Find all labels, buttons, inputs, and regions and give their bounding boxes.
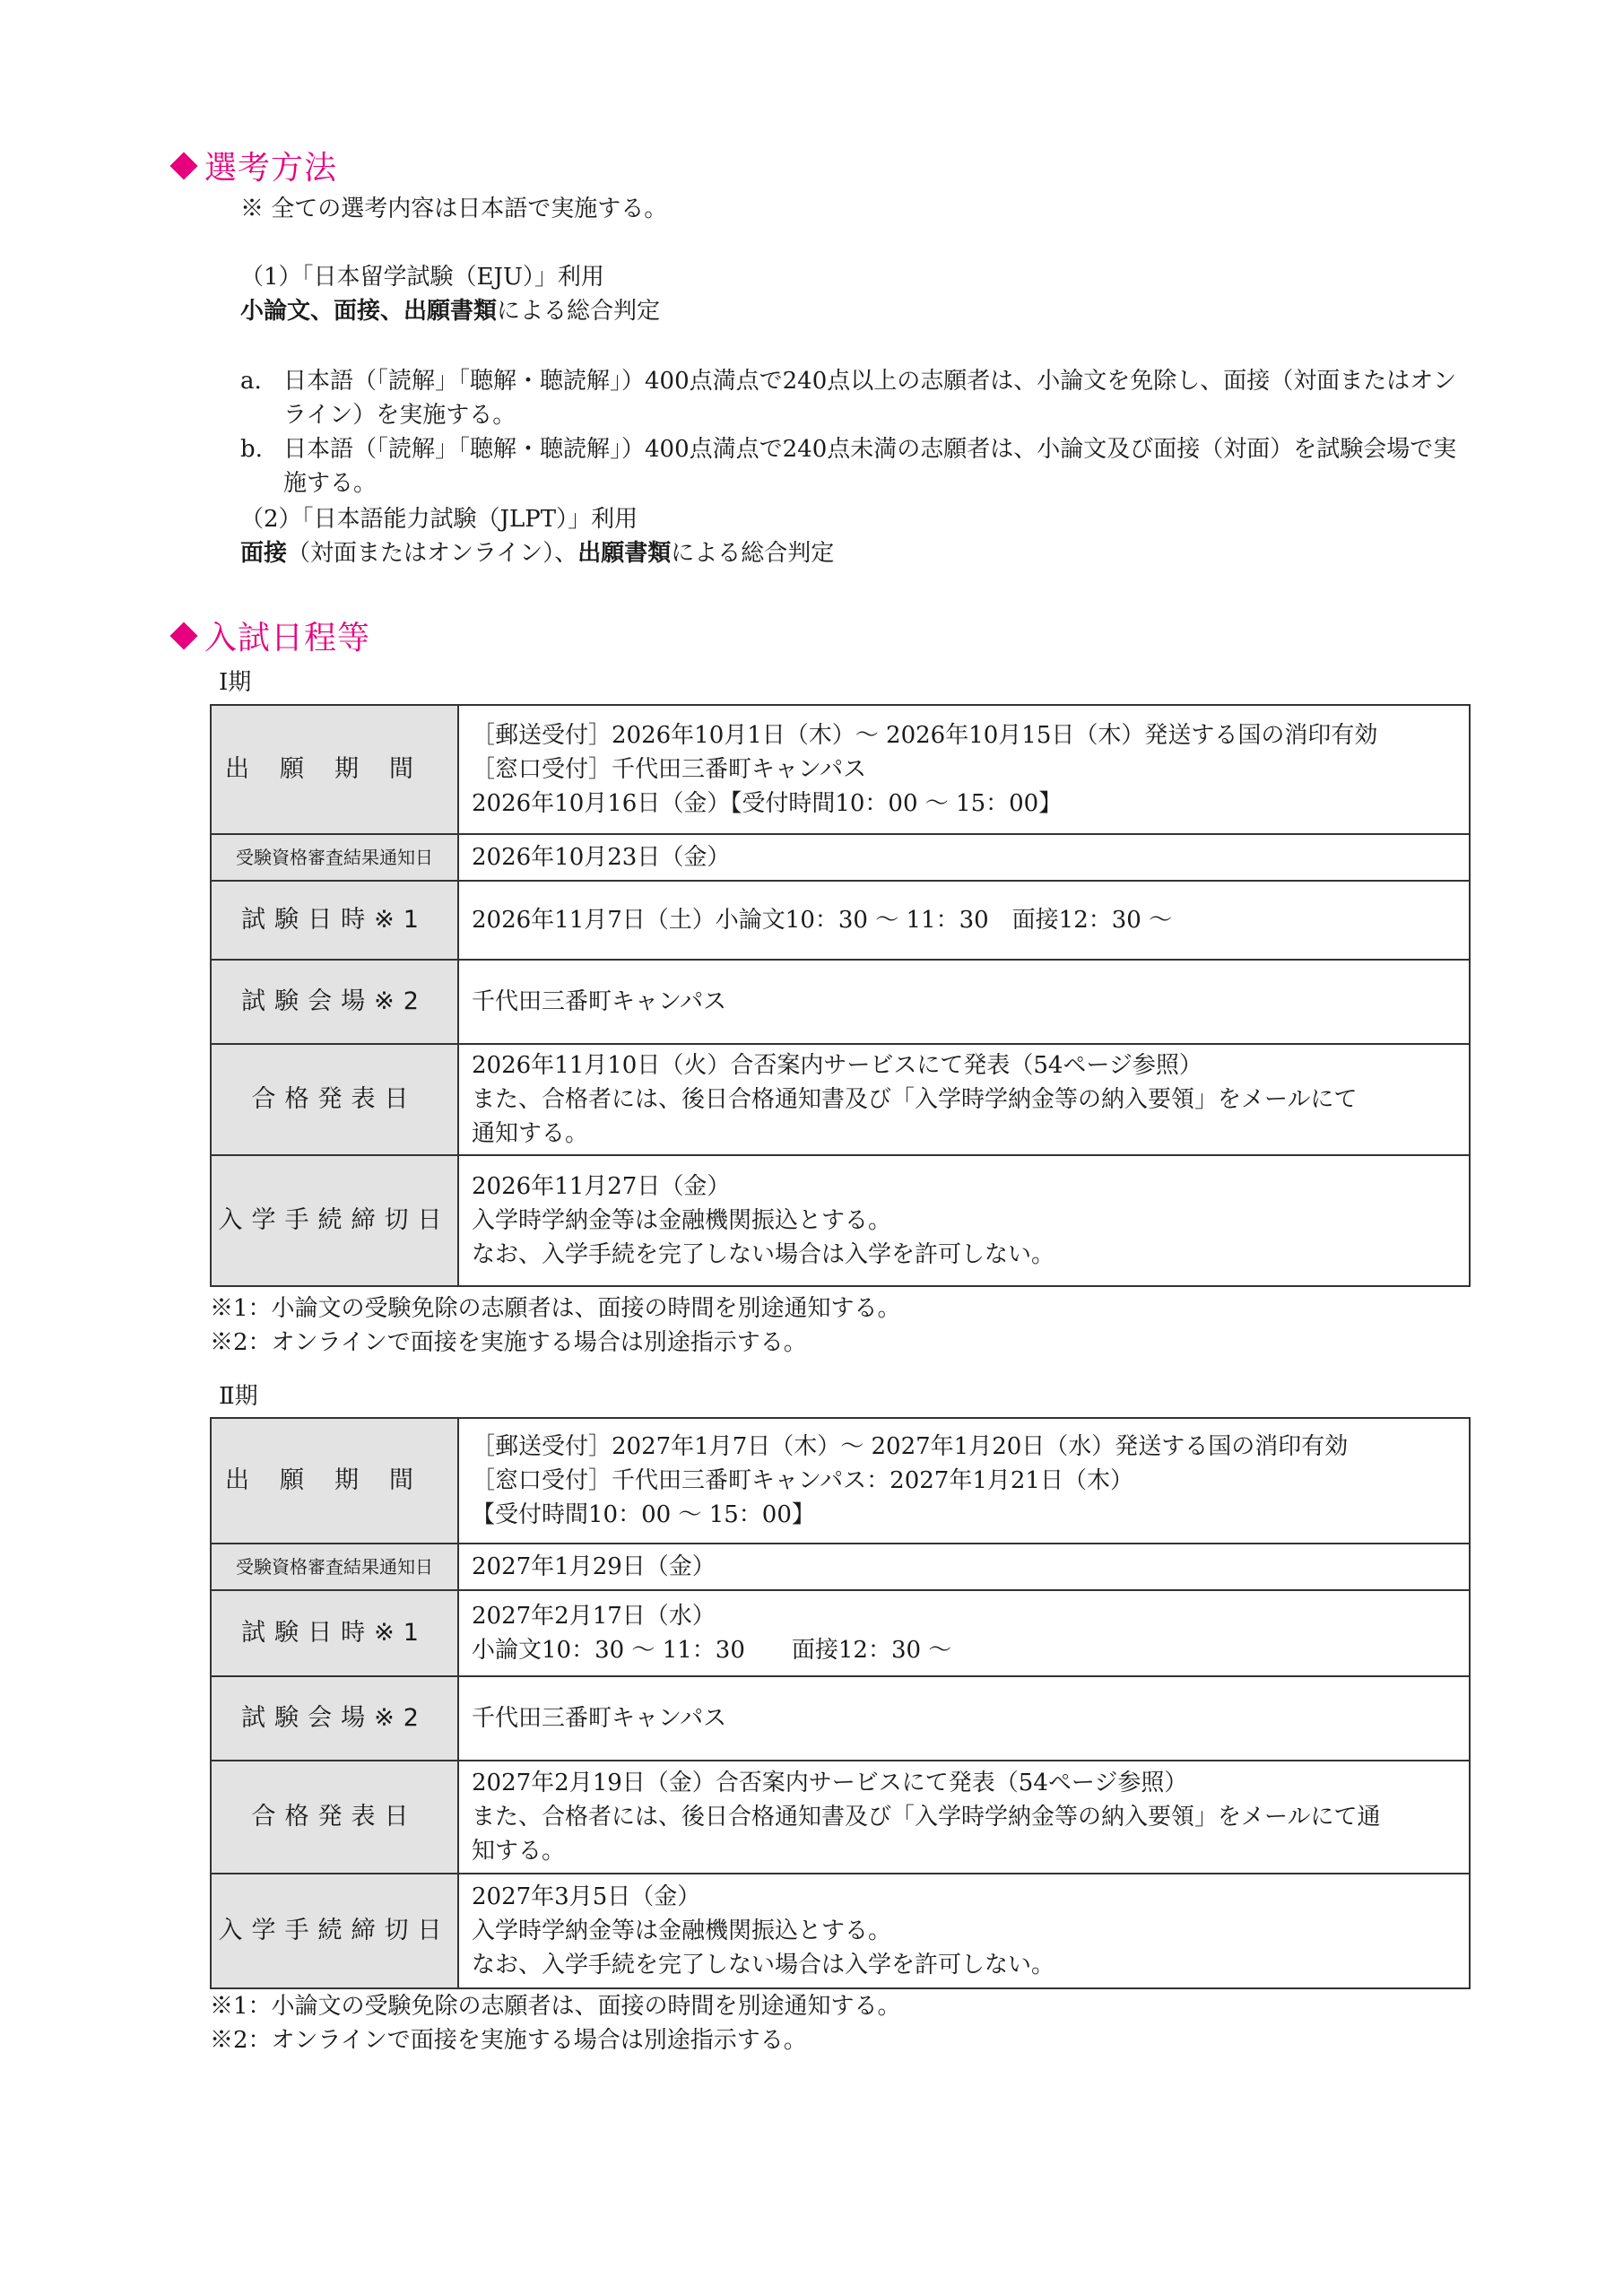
row-value: 2027年2月17日（水） 小論文10：30 ～ 11：30 面接12：30 ～ [458,1590,1470,1676]
period-2-table [210,1417,1471,1989]
selection-note: ※ 全ての選考内容は日本語で実施する。 [240,196,668,222]
period-1-note-1: ※1：小論文の受験免除の志願者は、面接の時間を別途通知する。 [210,1295,901,1322]
item-mark: b. [240,436,263,463]
eju-item-a [240,364,1471,432]
item-text: 日本語（「読解」「聴解・聴読解」）400点満点で240点以上の志願者は、小論文を免除し、面接（対面またはオンライン）を実施する。 [283,368,1457,429]
table-row [211,1590,1470,1676]
row-value: 2026年11月10日（火）合否案内サービスにて発表（54ページ参照） また、合格者には、後日合格通知書及び「入学時学納金等の納入要領」をメールにて 通知する。 [458,1044,1470,1155]
table-row [211,1418,1470,1544]
row-label: 試験日時※1 [211,1590,458,1676]
item-mark: a. [240,368,262,395]
row-label: 出願期間 [211,1418,458,1544]
period-1-table [210,704,1471,1287]
row-value: 2026年11月7日（土）小論文10：30 ～ 11：30 面接12：30 ～ [458,881,1470,960]
period-2-label: Ⅱ期 [219,1383,258,1410]
row-value: 2027年2月19日（金）合否案内サービスにて発表（54ページ参照） また、合格者には、後日合格通知書及び「入学時学納金等の納入要領」をメールにて通 知する。 [458,1761,1470,1874]
jlpt-rest: による総合判定 [671,540,835,567]
jlpt-bold-1: 面接 [240,540,288,567]
period-2-note-2: ※2：オンラインで面接を実施する場合は別途指示する。 [210,2027,807,2054]
table-row [211,1544,1470,1590]
jlpt-title: （2）「日本語能力試験（JLPT）」利用 [240,506,638,533]
row-label: 入学手続締切日 [211,1155,458,1286]
row-label: 合格発表日 [211,1761,458,1874]
row-value: 2027年3月5日（金） 入学時学納金等は金融機関振込とする。 なお、入学手続を完了しない場合は入学を許可しない。 [458,1874,1470,1988]
diamond-bullet-icon [169,152,197,179]
row-value: 2027年1月29日（金） [458,1544,1470,1590]
row-label: 入学手続締切日 [211,1874,458,1988]
row-label: 試験会場※2 [211,1676,458,1761]
table-row [211,1155,1470,1286]
selection-heading: 選考方法 [170,149,337,188]
schedule-heading: 入試日程等 [170,619,370,658]
table-row [211,1676,1470,1761]
table-row [211,1044,1470,1155]
row-value: 2026年11月27日（金） 入学時学納金等は金融機関振込とする。 なお、入学手続を完了しない場合は入学を許可しない。 [458,1155,1470,1286]
period-1-label: Ⅰ期 [219,669,252,696]
table-row [211,960,1470,1044]
table-row [211,705,1470,834]
row-value: ［郵送受付］2027年1月7日（木）～ 2027年1月20日（水）発送する国の消印有効 ［窓口受付］千代田三番町キャンパス：2027年1月21日（木） 【受付時間10：00 ～ 15：00】 [458,1418,1470,1544]
row-label: 合格発表日 [211,1044,458,1155]
jlpt-method [240,536,834,570]
row-label: 試験日時※1 [211,881,458,960]
diamond-bullet-icon [169,622,197,649]
eju-method-bold: 小論文、面接、出願書類 [240,298,498,325]
period-2-note-1: ※1：小論文の受験免除の志願者は、面接の時間を別途通知する。 [210,1993,901,2020]
table-row [211,1874,1470,1988]
jlpt-bold-2: 出願書類 [577,540,672,567]
table-row [211,1761,1470,1874]
row-label: 試験会場※2 [211,960,458,1044]
row-label: 受験資格審査結果通知日 [211,1544,458,1590]
row-label: 出願期間 [211,705,458,834]
eju-method-rest: による総合判定 [497,298,661,325]
table-row [211,881,1470,960]
item-text: 日本語（「読解」「聴解・聴読解」）400点満点で240点未満の志願者は、小論文及び面接（対面）を試験会場で実施する。 [283,436,1457,497]
eju-method [240,294,660,328]
row-value: 2026年10月23日（金） [458,834,1470,881]
table-row [211,834,1470,881]
jlpt-mid: （対面またはオンライン）、 [287,540,578,567]
eju-title: （1）「日本留学試験（EJU）」利用 [240,264,604,291]
eju-item-b [240,432,1471,500]
row-value: 千代田三番町キャンパス [458,960,1470,1044]
row-value: 千代田三番町キャンパス [458,1676,1470,1761]
row-value: ［郵送受付］2026年10月1日（木）～ 2026年10月15日（木）発送する国の消印有効 ［窓口受付］千代田三番町キャンパス 2026年10月16日（金）【受付時間10：00 ～ 15：00】 [458,705,1470,834]
row-label: 受験資格審査結果通知日 [211,834,458,881]
period-1-note-2: ※2：オンラインで面接を実施する場合は別途指示する。 [210,1329,807,1356]
